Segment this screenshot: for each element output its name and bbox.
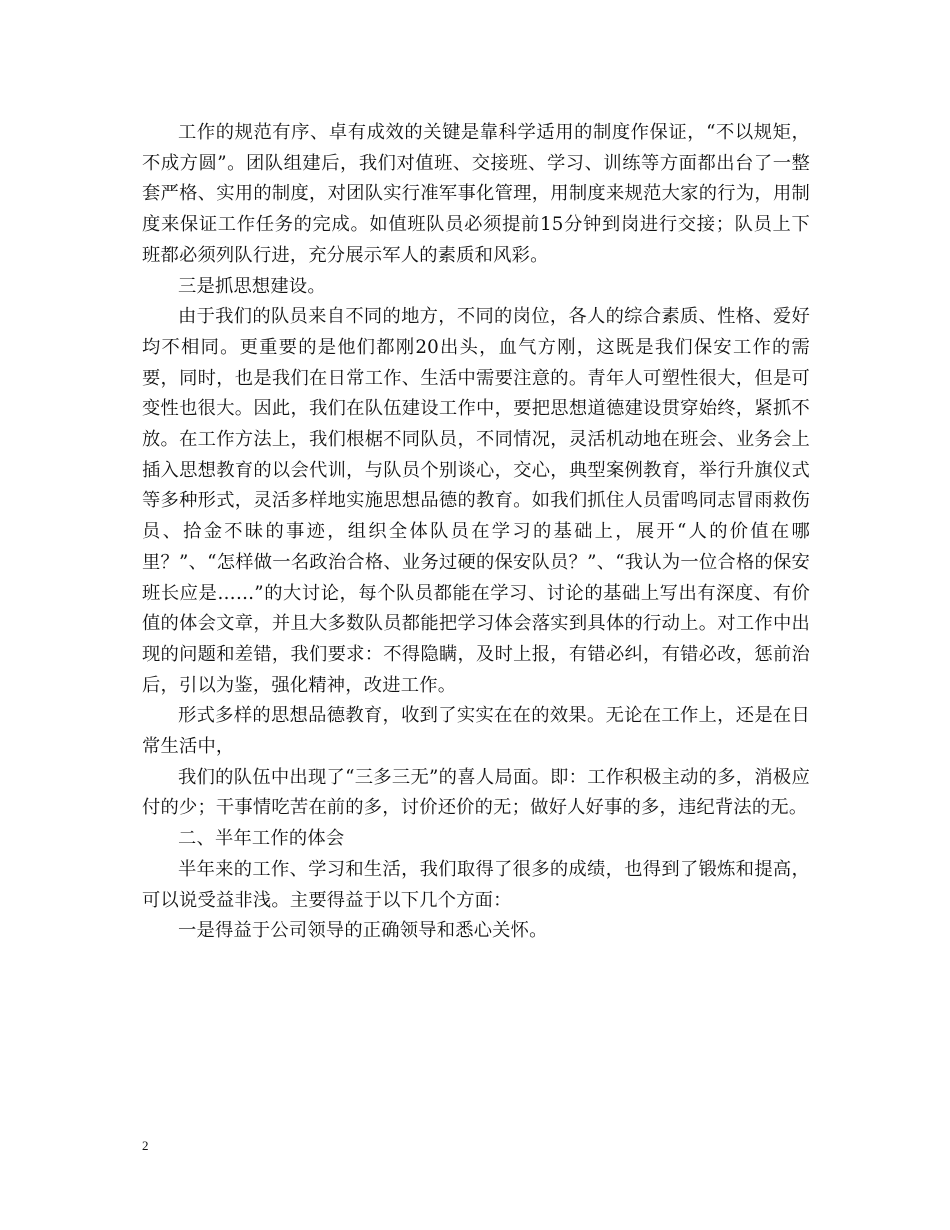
paragraph-ideological-education: 由于我们的队员来自不同的地方，不同的岗位，各人的综合素质、性格、爱好均不相同。更重要的是他们都刚20出头，血气方刚，这既是我们保安工作的需要，同时，也是我们在日常工作、生活中需要注意的。青年人可塑性很大，但是可变性也很大。因此，我们在队伍建设工作中，要把思想道德建设贯穿始终，紧抓不放。在工作方法上，我们根椐不同队员，不同情况，灵活机动地在班会、业务会上插入思想教育的以会代训，与队员个别谈心，交心，典型案例教育，举行升旗仪式等多种形式，灵活多样地实施思想品德的教育。如我们抓住人员雷鸣同志冒雨救伤员、拾金不昧的事迹，组织全体队员在学习的基础上，展开“人的价值在哪里？”、“怎样做一名政治合格、业务过硬的保安队员？”、“我认为一位合格的保安班长应是……”的大讨论，每个队员都能在学习、讨论的基础上写出有深度、有价值的体会文章，并且大多数队员都能把学习体会落实到具体的行动上。对工作中出现的问题和差错，我们要求：不得隐瞒，及时上报，有错必纠，有错必改，惩前治后，引以为鉴，强化精神，改进工作。 bbox=[142, 306, 810, 696]
document-body bbox=[142, 118, 810, 947]
paragraph-half-year-summary: 半年来的工作、学习和生活，我们取得了很多的成绩，也得到了锻炼和提高，可以说受益非浅。主要得益于以下几个方面： bbox=[142, 858, 810, 911]
paragraph-heading-ideological-building: 三是抓思想建设。 bbox=[178, 275, 326, 297]
paragraph-education-results: 形式多样的思想品德教育，收到了实实在在的效果。无论在工作上，还是在日常生活中， bbox=[142, 705, 810, 758]
paragraph-heading-half-year-experience: 二、半年工作的体会 bbox=[178, 828, 345, 850]
page-number: 2 bbox=[142, 1138, 149, 1153]
paragraph-rules-and-regulations: 工作的规范有序、卓有成效的关键是靠科学适用的制度作保证，“不以规矩，不成方圆”。团队组建后，我们对值班、交接班、学习、训练等方面都出台了一整套严格、实用的制度，对团队实行准军事化管理，用制度来规范大家的行为，用制度来保证工作任务的完成。如值班队员必须提前15分钟到岗进行交接；队员上下班都必须列队行进，充分展示军人的素质和风彩。 bbox=[142, 122, 810, 266]
paragraph-leadership-benefit: 一是得益于公司领导的正确领导和悉心关怀。 bbox=[178, 920, 548, 942]
paragraph-three-more-three-none: 我们的队伍中出现了“三多三无”的喜人局面。即：工作积极主动的多，消极应付的少；干事情吃苦在前的多，讨价还价的无；做好人好事的多，违纪背法的无。 bbox=[142, 766, 810, 819]
